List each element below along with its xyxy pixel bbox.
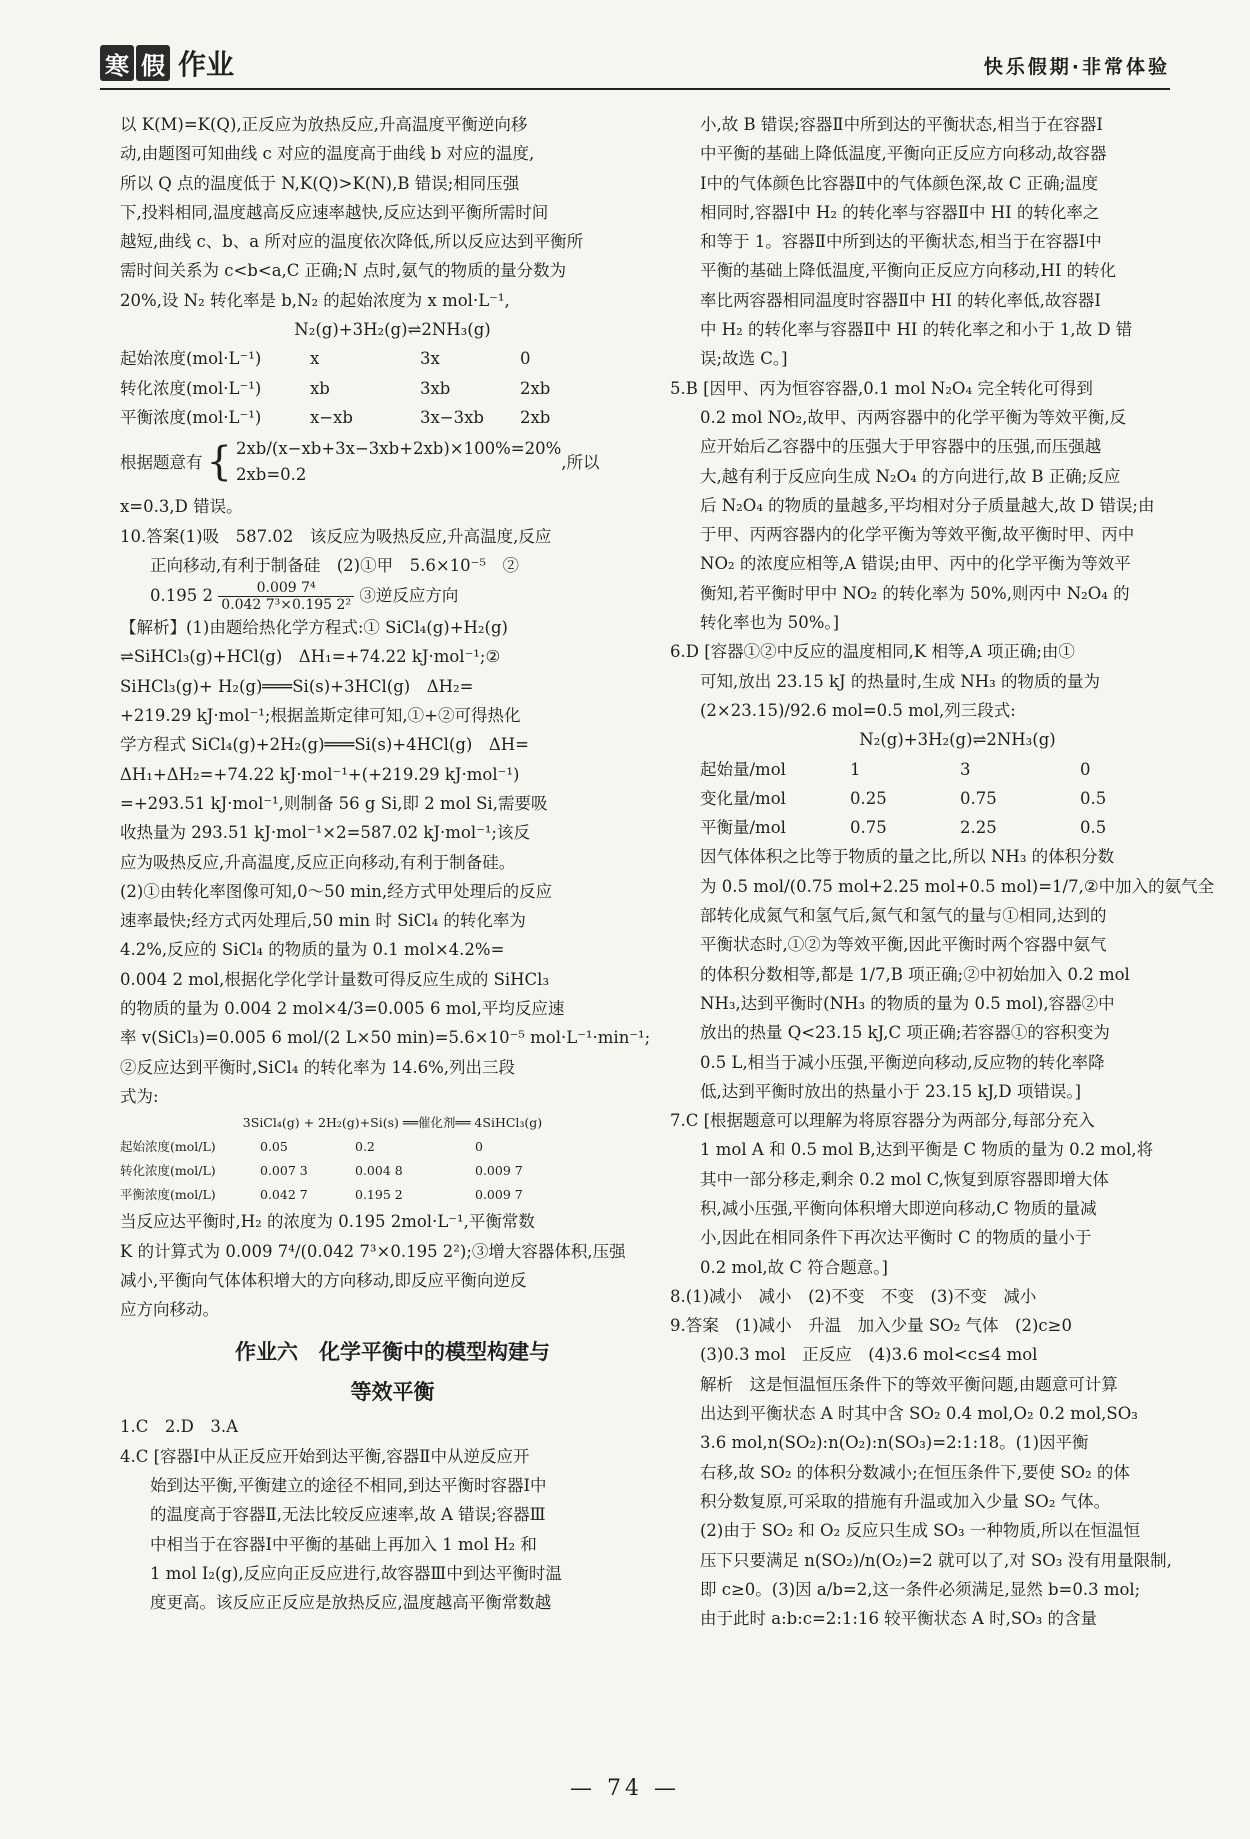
text-line: 中相当于在容器Ⅰ中平衡的基础上再加入 1 mol H₂ 和 [150, 1534, 537, 1554]
text-line: (2)①由转化率图像可知,0～50 min,经方式甲处理后的反应 [120, 881, 553, 901]
cell: 平衡浓度(mol/L) [120, 1187, 216, 1203]
equilibrium-table-2 [120, 1111, 665, 1207]
section-title-2: 等效平衡 [350, 1380, 435, 1405]
cell: 0.004 8 [355, 1163, 403, 1179]
text-line: 0.2 mol,故 C 符合题意。] [700, 1257, 888, 1277]
table-row [120, 403, 665, 432]
text-line: 出达到平衡状态 A 时其中含 SO₂ 0.4 mol,O₂ 0.2 mol,SO₃ [700, 1404, 1138, 1424]
answer-line: 10.答案(1)吸 587.02 该反应为吸热反应,升高温度,反应 [120, 526, 552, 546]
text-line: 4.2%,反应的 SiCl₄ 的物质的量为 0.1 mol×4.2%= [120, 940, 505, 960]
logo-text: 作业 [178, 48, 235, 81]
text-line: 其中一部分移走,剩余 0.2 mol C,恢复到原容器即增大体 [700, 1169, 1109, 1189]
text-line: ⇌SiHCl₃(g)+HCl(g) ΔH₁=+74.22 kJ·mol⁻¹;② [120, 647, 501, 667]
text-line: 所以 Q 点的温度低于 N,K(Q)>K(N),B 错误;相同压强 [120, 173, 520, 193]
text-line: 当反应达平衡时,H₂ 的浓度为 0.195 2mol·L⁻¹,平衡常数 [120, 1212, 535, 1232]
text-line: 中 H₂ 的转化率与容器Ⅱ中 HI 的转化率之和小于 1,故 D 错 [700, 320, 1133, 340]
cell: 0.195 2 [355, 1187, 403, 1203]
cell: x [310, 349, 320, 369]
text-line: 平衡状态时,①②为等效平衡,因此平衡时两个容器中氨气 [700, 935, 1107, 955]
text-line: 4.C [容器Ⅰ中从正反应开始到达平衡,容器Ⅱ中从逆反应开 [120, 1446, 530, 1466]
answer-line [120, 580, 665, 613]
text-line: NH₃,达到平衡时(NH₃ 的物质的量为 0.5 mol),容器②中 [700, 993, 1115, 1013]
fraction [218, 580, 354, 613]
text-line: 小,因此在相同条件下再次达平衡时 C 的物质的量小于 [700, 1228, 1092, 1248]
text-line: 率比两容器相同温度时容器Ⅱ中 HI 的转化率低,故容器Ⅰ [700, 290, 1101, 310]
equation-system [120, 436, 665, 488]
text-line: 应为吸热反应,升高温度,反应正向移动,有利于制备硅。 [120, 852, 516, 872]
text-line: 0.2 mol NO₂,故甲、丙两容器中的化学平衡为等效平衡,反 [700, 407, 1127, 427]
text-line: 3.6 mol,n(SO₂):n(O₂):n(SO₃)=2:1:18。(1)因平衡 [700, 1433, 1089, 1453]
text-line: 0.004 2 mol,根据化学化学计量数可得反应生成的 SiHCl₃ [120, 969, 550, 989]
text-line: 平衡的基础上降低温度,平衡向正反应方向移动,HI 的转化 [700, 261, 1117, 281]
text-line: 1 mol A 和 0.5 mol B,达到平衡是 C 物质的量为 0.2 mol,将 [700, 1140, 1154, 1160]
text-line: 因气体体积之比等于物质的量之比,所以 NH₃ 的体积分数 [700, 847, 1115, 867]
text-line: 压下只要满足 n(SO₂)/n(O₂)=2 就可以了,对 SO₃ 没有用量限制, [700, 1550, 1172, 1570]
cell: 平衡量/mol [700, 818, 786, 838]
answer-line: 正向移动,有利于制备硅 (2)①甲 5.6×10⁻⁵ ② [150, 555, 520, 575]
text-line: 需时间关系为 c<b<a,C 正确;N 点时,氨气的物质的量分数为 [120, 261, 567, 281]
table-row [700, 813, 1215, 842]
text-line: 大,越有利于反应向生成 N₂O₄ 的方向进行,故 B 正确;反应 [700, 466, 1121, 486]
system-line-2: 2xb=0.2 [235, 465, 307, 485]
text-line: 0.5 L,相当于减小压强,平衡逆向移动,反应物的转化率降 [700, 1052, 1105, 1072]
table-row [120, 1183, 665, 1207]
text-line: 式为: [120, 1086, 159, 1106]
text-line: 速率最快;经方式丙处理后,50 min 时 SiCl₄ 的转化率为 [120, 911, 526, 931]
text-line: 后 N₂O₄ 的物质的量越多,平均相对分子质量越大,故 D 错误;由 [700, 495, 1155, 515]
text-line: 学方程式 SiCl₄(g)+2H₂(g)═══Si(s)+4HCl(g) ΔH= [120, 735, 529, 755]
text-line: 应开始后乙容器中的压强大于甲容器中的压强,而压强越 [700, 437, 1102, 457]
text-line: 8.(1)减小 减小 (2)不变 不变 (3)不变 减小 [670, 1286, 1037, 1306]
text-line: 20%,设 N₂ 转化率是 b,N₂ 的起始浓度为 x mol·L⁻¹, [120, 290, 510, 310]
page-header [100, 40, 1170, 90]
reaction-equation: N₂(g)+3H₂(g)⇌2NH₃(g) [294, 320, 491, 340]
denominator: 0.042 7³×0.195 2² [221, 597, 352, 614]
cell: 3 [960, 759, 971, 779]
text-line: 减小,平衡向气体体积增大的方向移动,即反应平衡向逆反 [120, 1270, 527, 1290]
cell: 1 [850, 759, 861, 779]
text-line: 解析 这是恒温恒压条件下的等效平衡问题,由题意可计算 [700, 1374, 1118, 1394]
cell: 3x [420, 349, 440, 369]
cell: 0 [475, 1139, 483, 1155]
text-line: 即 c≥0。(3)因 a/b=2,这一条件必须满足,显然 b=0.3 mol; [700, 1579, 1141, 1599]
text-line: 放出的热量 Q<23.15 kJ,C 项正确;若容器①的容积变为 [700, 1023, 1110, 1043]
text-line: 收热量为 293.51 kJ·mol⁻¹×2=587.02 kJ·mol⁻¹;该反 [120, 823, 530, 843]
text-line: 动,由题图可知曲线 c 对应的温度高于曲线 b 对应的温度, [120, 144, 535, 164]
text-line: 下,投料相同,温度越高反应速率越快,反应达到平衡所需时间 [120, 202, 549, 222]
text-line: 可知,放出 23.15 kJ 的热量时,生成 NH₃ 的物质的量为 [700, 671, 1101, 691]
text-line: 转化率也为 50%。] [700, 613, 840, 633]
cell: 3x−3xb [420, 407, 484, 427]
text-line: (2×23.15)/92.6 mol=0.5 mol,列三段式: [700, 700, 1016, 720]
text-line: 中平衡的基础上降低温度,平衡向正反应方向移动,故容器 [700, 144, 1107, 164]
cell: 起始浓度(mol·L⁻¹) [120, 349, 262, 369]
text-line: 1 mol I₂(g),反应向正反应进行,故容器Ⅲ中到达平衡时温 [150, 1563, 562, 1583]
text-line: 衡知,若平衡时甲中 NO₂ 的转化率为 50%,则丙中 N₂O₄ 的 [700, 583, 1130, 603]
answer-value: 0.195 2 [150, 586, 213, 606]
text-line: 和等于 1。容器Ⅱ中所到达的平衡状态,相当于在容器Ⅰ中 [700, 232, 1102, 252]
cell: 0.009 7 [475, 1163, 523, 1179]
system-line-1: 2xb/(x−xb+3x−3xb+2xb)×100%=20% [235, 439, 562, 459]
text-line: K 的计算式为 0.009 7⁴/(0.042 7³×0.195 2²);③增大容器体积,压强 [120, 1241, 626, 1261]
conclusion: x=0.3,D 错误。 [120, 497, 243, 517]
slogan: 快乐假期·非常体验 [983, 56, 1170, 78]
text-line: 5.B [因甲、丙为恒容容器,0.1 mol N₂O₄ 完全转化可得到 [670, 378, 1093, 398]
logo [100, 44, 234, 82]
text-line: 越短,曲线 c、b、a 所对应的温度依次降低,所以反应达到平衡所 [120, 232, 584, 252]
text-line: 右移,故 SO₂ 的体积分数减小;在恒压条件下,要使 SO₂ 的体 [700, 1462, 1130, 1482]
text-line: 积分数复原,可采取的措施有升温或加入少量 SO₂ 气体。 [700, 1491, 1111, 1511]
text-line: NO₂ 的浓度应相等,A 错误;由甲、丙中的化学平衡为等效平 [700, 554, 1131, 574]
cell: 起始量/mol [700, 759, 786, 779]
text-line: 的物质的量为 0.004 2 mol×4/3=0.005 6 mol,平均反应速 [120, 999, 565, 1019]
table-row [120, 344, 665, 373]
cell: 0.007 3 [260, 1163, 308, 1179]
cell: 0.05 [260, 1139, 288, 1155]
cell: 变化量/mol [700, 788, 786, 808]
logo-char-2: 假 [136, 45, 170, 81]
table-row [120, 1159, 665, 1183]
text-line: 于甲、丙两容器内的化学平衡为等效平衡,故平衡时甲、丙中 [700, 525, 1135, 545]
text-line: 部转化成氮气和氢气后,氮气和氢气的量与①相同,达到的 [700, 906, 1107, 926]
text-line: 率 v(SiCl₃)=0.005 6 mol/(2 L×50 min)=5.6×10⁻⁵ mol·L⁻¹·min⁻¹; [120, 1028, 651, 1048]
text-line: 应方向移动。 [120, 1300, 219, 1320]
cell: 转化浓度(mol·L⁻¹) [120, 378, 262, 398]
text-line: 6.D [容器①②中反应的温度相同,K 相等,A 项正确;由① [670, 642, 1075, 662]
table-row [120, 1135, 665, 1159]
text-line: +219.29 kJ·mol⁻¹;根据盖斯定律可知,①+②可得热化 [120, 706, 521, 726]
system-body [236, 436, 561, 488]
reaction-equation: N₂(g)+3H₂(g)⇌2NH₃(g) [859, 730, 1056, 750]
answers: 1.C 2.D 3.A [120, 1417, 238, 1437]
equilibrium-table-1 [120, 315, 665, 521]
right-column [670, 110, 1215, 1633]
text-line: 以 K(M)=K(Q),正反应为放热反应,升高温度平衡逆向移 [120, 115, 528, 134]
text-line: 【解析】(1)由题给热化学方程式:① SiCl₄(g)+H₂(g) [120, 618, 508, 638]
cell: 2.25 [960, 818, 997, 838]
cell: 0.2 [355, 1139, 375, 1155]
cell: 0 [520, 349, 531, 369]
system-tail: ,所以 [561, 452, 600, 472]
text-line: 的温度高于容器Ⅱ,无法比较反应速率,故 A 错误;容器Ⅲ [150, 1505, 546, 1525]
text-line: =+293.51 kJ·mol⁻¹,则制备 56 g Si,即 2 mol Si,需要吸 [120, 793, 548, 813]
text-line: 始到达平衡,平衡建立的途径不相同,到达平衡时容器Ⅰ中 [150, 1475, 547, 1495]
text-line: 小,故 B 错误;容器Ⅱ中所到达的平衡状态,相当于在容器Ⅰ [700, 115, 1103, 134]
cell: 0.042 7 [260, 1187, 308, 1203]
table-row [120, 374, 665, 403]
left-column [120, 110, 665, 1617]
cell: x−xb [310, 407, 353, 427]
text-line: 相同时,容器Ⅰ中 H₂ 的转化率与容器Ⅱ中 HI 的转化率之 [700, 202, 1100, 222]
text-line: 积,减小压强,平衡向体积增大即逆向移动,C 物质的量减 [700, 1198, 1097, 1218]
answer-value: ③逆反应方向 [359, 586, 459, 606]
cell: 平衡浓度(mol·L⁻¹) [120, 407, 262, 427]
cell: 0 [1080, 759, 1091, 779]
cell: 0.5 [1080, 788, 1107, 808]
page-number: — 74 — [570, 1776, 680, 1801]
text-line: 为 0.5 mol/(0.75 mol+2.25 mol+0.5 mol)=1/7,②中加入的氨气全 [700, 876, 1215, 896]
numerator: 0.009 7⁴ [218, 580, 354, 597]
equilibrium-table-3 [670, 725, 1215, 842]
cell: 2xb [520, 407, 551, 427]
cell: 3xb [420, 378, 451, 398]
section-title: 作业六 化学平衡中的模型构建与 [235, 1340, 550, 1365]
cell: 0.75 [960, 788, 997, 808]
text-line: (2)由于 SO₂ 和 O₂ 反应只生成 SO₃ 一种物质,所以在恒温恒 [700, 1521, 1141, 1541]
text-line: 度更高。该反应正反应是放热反应,温度越高平衡常数越 [150, 1593, 552, 1613]
text-line: ΔH₁+ΔH₂=+74.22 kJ·mol⁻¹+(+219.29 kJ·mol⁻¹) [120, 764, 520, 784]
cell: xb [310, 378, 330, 398]
brace: { [206, 439, 232, 486]
cell: 0.5 [1080, 818, 1107, 838]
text-line: (3)0.3 mol 正反应 (4)3.6 mol<c≤4 mol [700, 1345, 1038, 1365]
cell: 0.75 [850, 818, 887, 838]
table-row [700, 755, 1215, 784]
text-line: ②反应达到平衡时,SiCl₄ 的转化率为 14.6%,列出三段 [120, 1057, 515, 1077]
text-line: 误;故选 C。] [700, 349, 788, 369]
text-line: Ⅰ中的气体颜色比容器Ⅱ中的气体颜色深,故 C 正确;温度 [700, 173, 1099, 193]
cell: 2xb [520, 378, 551, 398]
cell: 0.25 [850, 788, 887, 808]
text-line: 由于此时 a:b:c=2:1:16 较平衡状态 A 时,SO₃ 的含量 [700, 1609, 1098, 1629]
text-line: SiHCl₃(g)+ H₂(g)═══Si(s)+3HCl(g) ΔH₂= [120, 676, 474, 696]
reaction-equation: 3SiCl₄(g) + 2H₂(g)+Si(s) ══催化剂══ 4SiHCl₃(g) [242, 1115, 543, 1131]
text-line: 低,达到平衡时放出的热量小于 23.15 kJ,D 项错误。] [700, 1081, 1082, 1101]
table-row [700, 784, 1215, 813]
cell: 转化浓度(mol/L) [120, 1163, 216, 1179]
system-lead: 根据题意有 [120, 452, 203, 472]
cell: 0.009 7 [475, 1187, 523, 1203]
text-line: 9.答案 (1)减小 升温 加入少量 SO₂ 气体 (2)c≥0 [670, 1316, 1072, 1336]
cell: 起始浓度(mol/L) [120, 1139, 216, 1155]
text-line: 7.C [根据题意可以理解为将原容器分为两部分,每部分充入 [670, 1111, 1095, 1131]
logo-char-1: 寒 [100, 45, 134, 81]
text-line: 的体积分数相等,都是 1/7,B 项正确;②中初始加入 0.2 mol [700, 964, 1130, 984]
